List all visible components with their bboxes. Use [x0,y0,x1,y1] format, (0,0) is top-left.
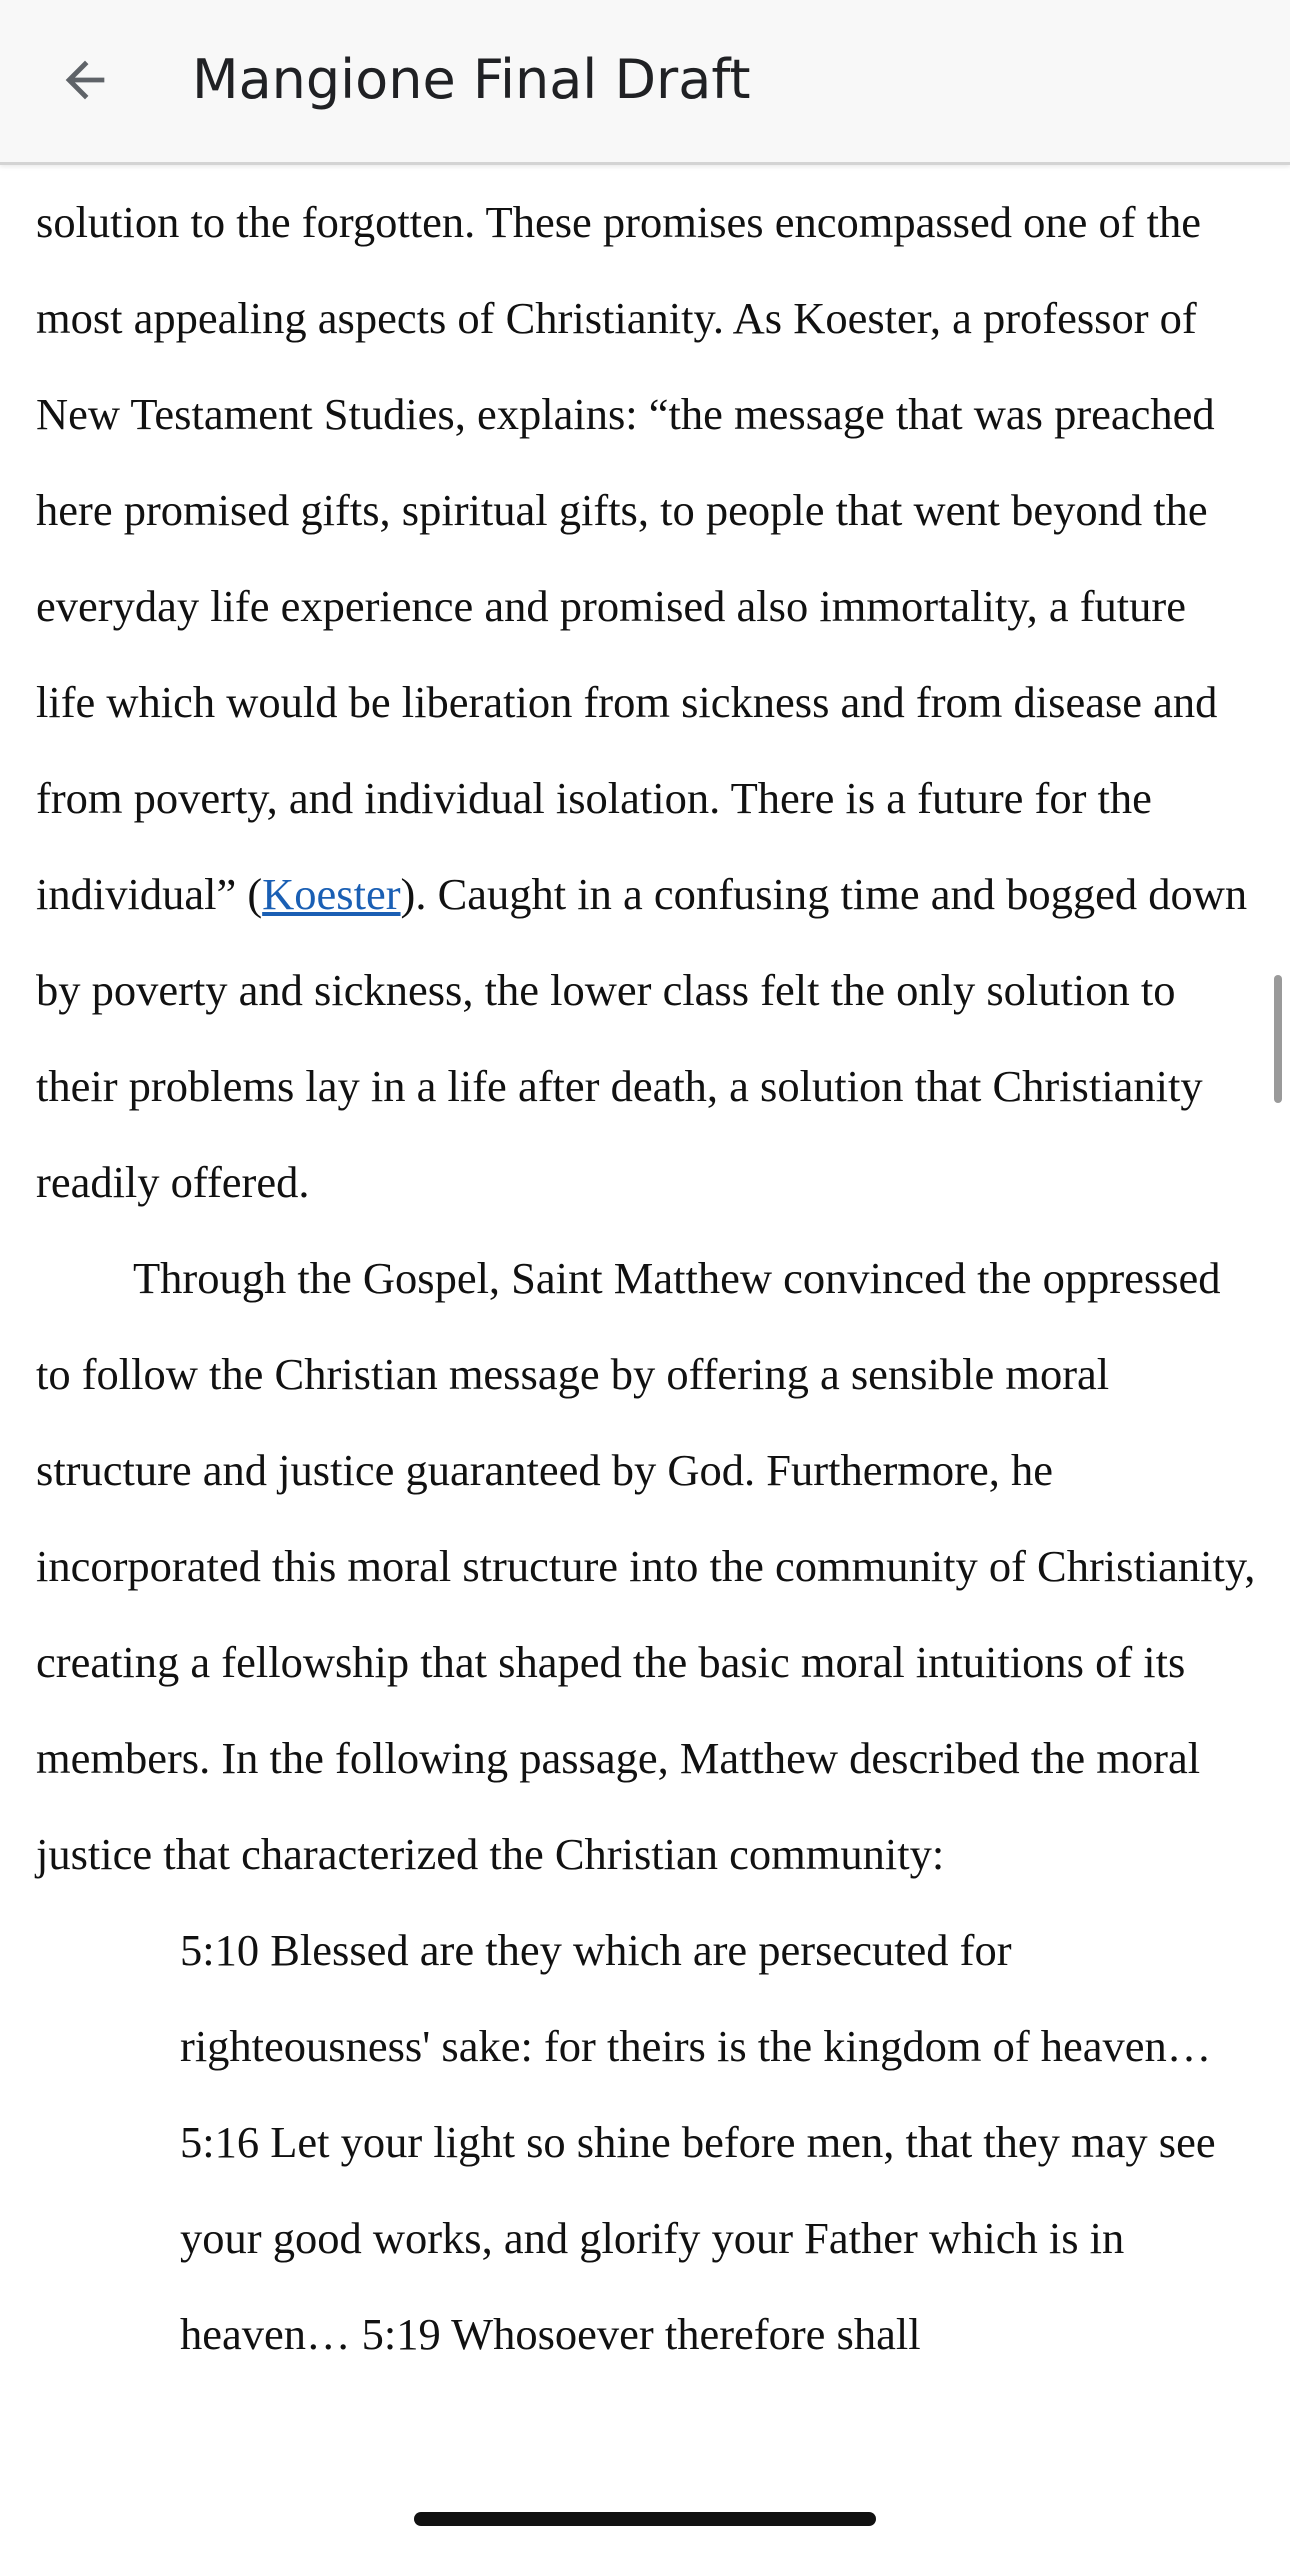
koester-citation-link[interactable]: Koester [262,869,401,919]
paragraph-text: ). Caught in a confusing time and bogged down by poverty and sickness, the lower class felt the only solution to their problems lay in a life after death, a solution that Christianity readily offered. [36,869,1248,1207]
scrollbar-thumb[interactable] [1274,975,1282,1103]
app-bar [0,0,1290,165]
paragraph-gospel: Through the Gospel, Saint Matthew convinced the oppressed to follow the Christian message by offering a sensible moral structure and justice guaranteed by God. Furthermore, he incorporated this moral structure into the community of Christianity, creating a fellowship that shaped the basic moral intuitions of its members. In the following passage, Matthew described the moral justice that characterized the Christian community: [36,1253,1256,1879]
paragraph-promises [36,174,1256,1230]
document-body [36,162,1256,2382]
arrow-back-icon [56,51,114,109]
home-indicator[interactable] [414,2512,876,2526]
document-title: Mangione Final Draft [192,48,751,111]
paragraph-text: solution to the forgotten. These promises encompassed one of the most appealing aspects of Christianity. As Koester, a professor of New Testament Studies, explains: “the message that was preached here promised gifts, spiritual gifts, to people that went beyond the everyday life experience and promised also immortality, a future life which would be liberation from sickness and from disease and from poverty, and individual isolation. There is a future for the individual” ( [36,197,1218,919]
back-button[interactable] [40,35,130,125]
block-quote: 5:10 Blessed are they which are persecuted for righteousness' sake: for theirs is the kingdom of heaven… 5:16 Let your light so shine before men, that they may see your good works, and glorify your Father which is in heaven… 5:19 Whosoever therefore shall [180,1925,1216,2359]
